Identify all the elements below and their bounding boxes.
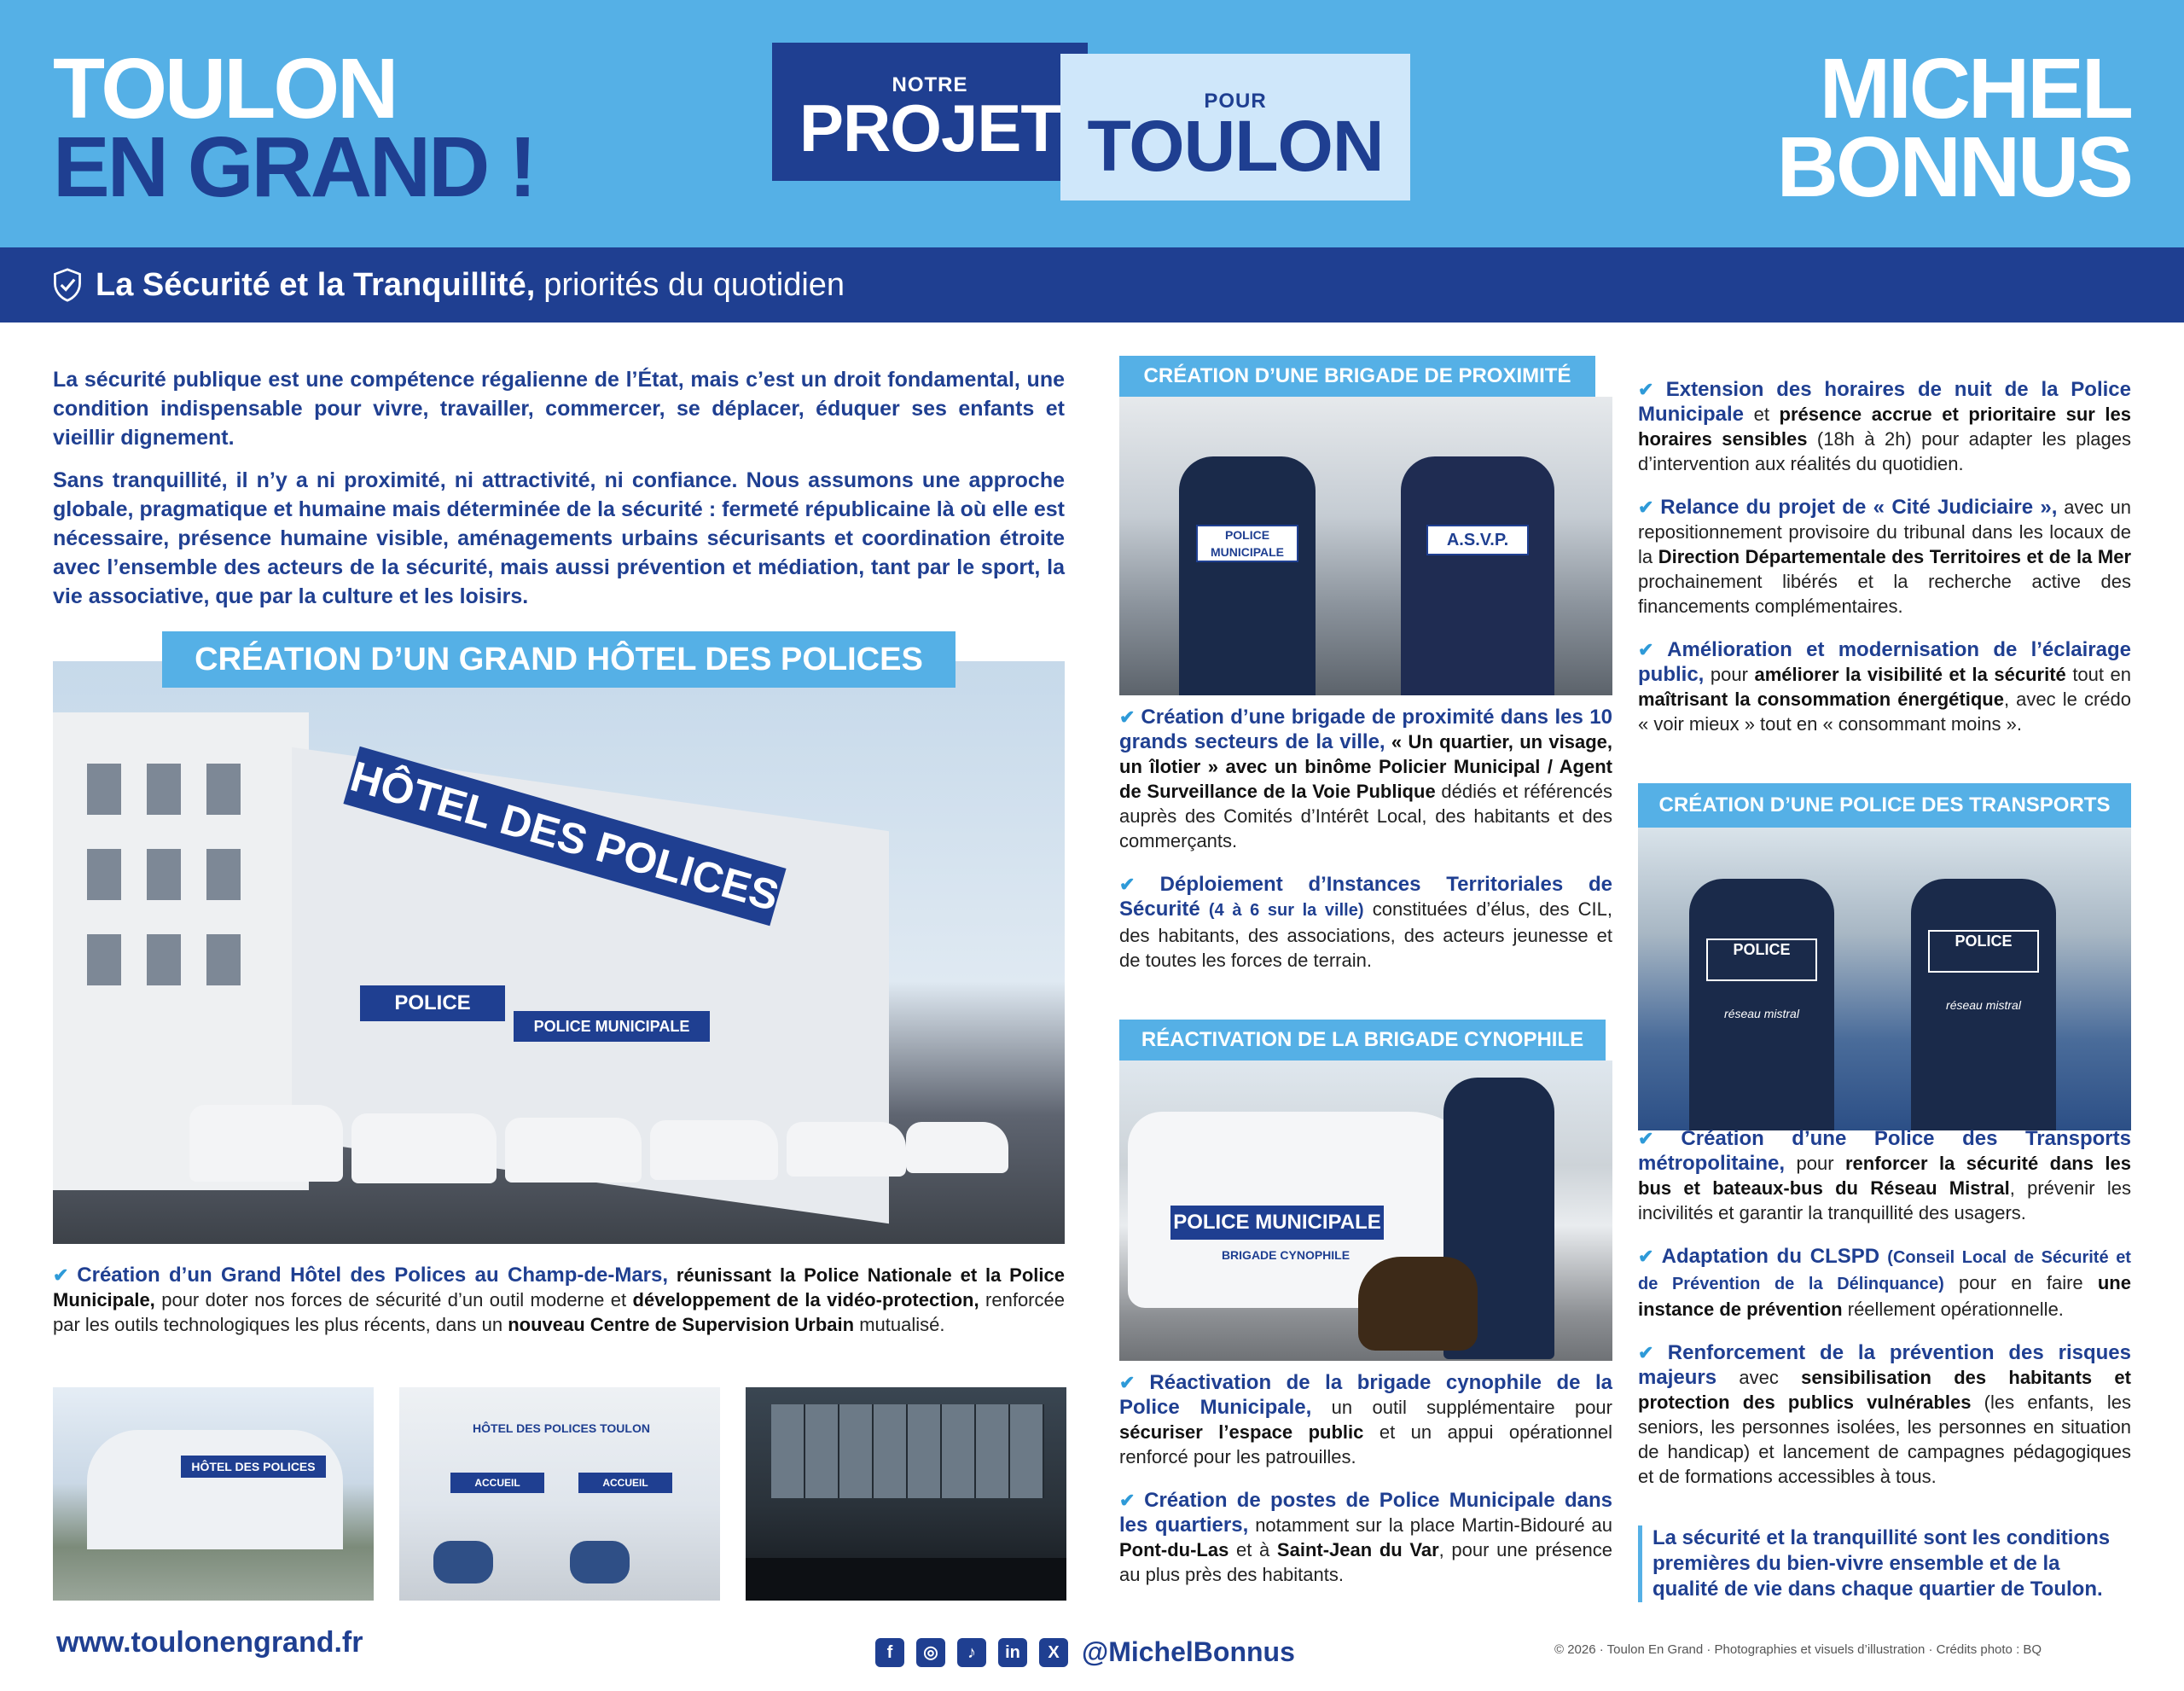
brigade-section-title: CRÉATION D’UNE BRIGADE DE PROXIMITÉ — [1119, 356, 1595, 397]
hotel-item-text-2: pour doter nos forces de sécurité d’un outil moderne et — [161, 1289, 627, 1310]
hotel-exterior-thumb — [53, 1387, 374, 1601]
brand-logo-right — [1776, 41, 2131, 215]
car-police-label: POLICE MUNICIPALE — [1170, 1206, 1384, 1240]
transport-label-police-1: POLICE — [1733, 941, 1791, 958]
hotel-item-bold-5: nouveau Centre de Supervision Urbain — [508, 1314, 855, 1335]
postes-bold-2: Saint-Jean du Var — [1276, 1539, 1439, 1560]
brand-logo-left — [53, 41, 535, 215]
mistral-label-2: réseau mistral — [1946, 998, 2021, 1012]
hotel-section-title: CRÉATION D’UN GRAND HÔTEL DES POLICES — [162, 631, 956, 688]
risques-text-1: avec — [1739, 1367, 1779, 1388]
intro-text — [53, 365, 1065, 625]
check-icon: ✔ — [1638, 497, 1654, 518]
brigade-cynophile-photo — [1119, 1061, 1612, 1361]
eclairage-bold-2: maîtrisant la consommation énergétique — [1638, 689, 2004, 710]
cynophile-bold-1: sécuriser l’espace public — [1119, 1421, 1364, 1443]
check-icon: ✔ — [1119, 706, 1136, 728]
social-links — [875, 1636, 1295, 1668]
police-transports-photo — [1638, 828, 2131, 1130]
intro-paragraph-2: Sans tranquillité, il n’y a ni proximité, ni attractivité, ni confiance. Nous assumons une approche globale, pragmatique et humaine mais déterminée de la sécurité : fermeté républicaine là où elle est nécessaire, présence humaine visible, aménagements urbains sécurisants et coordination étroite avec l’ensemble des acteurs de la sécurité, mais aussi prévention et médiation, tant par le sport, la vie associative, que par la culture et les loisirs. — [53, 468, 1065, 608]
brand-left-line1: TOULON — [53, 41, 397, 137]
tiktok-icon[interactable]: ♪ — [957, 1638, 986, 1667]
brigade-text-2: dédiés et référencés auprès des Comités d’Intérêt Local, des habitants et des commerçants. — [1119, 781, 1612, 851]
nuit-heading: Extension des horaires de nuit de la Police Municipale — [1638, 378, 2131, 426]
eclairage-text-2: tout en — [2072, 664, 2131, 685]
linkedin-icon[interactable]: in — [998, 1638, 1027, 1667]
transport-text-1: pour — [1796, 1153, 1834, 1174]
eclairage-bold-1: améliorer la visibilité et la sécurité — [1754, 664, 2066, 685]
social-handle[interactable]: @MichelBonnus — [1082, 1636, 1295, 1667]
check-icon: ✔ — [1638, 1128, 1654, 1149]
postes-text-3: , pour une présence au plus près des habitants. — [1119, 1539, 1612, 1585]
clspd-text-1: pour en faire — [1959, 1272, 2083, 1293]
check-icon: ✔ — [1119, 874, 1136, 895]
clspd-heading: Adaptation du CLSPD — [1661, 1245, 1880, 1268]
check-icon: ✔ — [1638, 1342, 1654, 1363]
its-paren: (4 à 6 sur la ville) — [1208, 901, 1364, 920]
website-link[interactable]: www.toulonengrand.fr — [56, 1626, 363, 1659]
hotel-item — [53, 1263, 1065, 1356]
check-icon: ✔ — [1119, 1490, 1136, 1511]
police-municipale-label: POLICE MUNICIPALE — [1196, 525, 1298, 562]
postes-text-2: et à — [1236, 1539, 1270, 1560]
instagram-icon[interactable]: ◎ — [916, 1638, 945, 1667]
shield-check-icon — [51, 268, 84, 302]
clspd-text-2: réellement opérationnelle. — [1847, 1299, 2064, 1320]
cite-text-2: prochainement libérés et la recherche active des financements complémentaires. — [1638, 571, 2131, 617]
transport-heading: Création d’une Police des Transports métropolitaine, — [1638, 1127, 2131, 1175]
its-text: constituées d’élus, des CIL, des habitants, des associations, des acteurs jeunesse et de toutes les forces de terrain. — [1119, 898, 1612, 971]
clspd-paren: (Conseil Local de Sécurité et de Prévention de la Délinquance) — [1638, 1248, 2131, 1293]
pour-box — [1060, 54, 1410, 200]
hotel-item-bold-3: développement de la vidéo-protection, — [632, 1289, 979, 1310]
its-heading: Déploiement d’Instances Territoriales de Sécurité — [1119, 873, 1612, 921]
projet-big: PROJET — [799, 90, 1061, 166]
hotel-item-text-6: mutualisé. — [859, 1314, 945, 1335]
projet-box — [772, 43, 1088, 181]
transport-text-2: , prévenir les incivilités et garantir la tranquillité des usagers. — [1638, 1177, 2131, 1223]
hotel-item-bold-1: réunissant la Police Nationale et la Police Municipale, — [53, 1264, 1065, 1310]
check-icon: ✔ — [1638, 639, 1654, 660]
conclusion: La sécurité et la tranquillité sont les conditions premières du bien-vivre ensemble et de la qualité de vie dans chaque quartier de Toulon. — [1638, 1525, 2131, 1602]
postes-heading: Création de postes de Police Municipale dans les quartiers, — [1119, 1489, 1612, 1537]
header — [0, 0, 2184, 247]
pour-small: POUR — [1204, 90, 1267, 113]
brigade-text-1: avec un binôme — [1225, 756, 1372, 777]
supervision-center-thumb — [746, 1387, 1066, 1601]
cynophile-items — [1119, 1370, 1612, 1606]
section-band — [0, 247, 2184, 323]
asvp-label: A.S.V.P. — [1426, 525, 1529, 555]
projet-small: NOTRE — [892, 73, 968, 96]
band-title-light: priorités du quotidien — [543, 266, 845, 303]
thumb-accueil-1: ACCUEIL — [450, 1473, 544, 1493]
clspd-bold: une instance de prévention — [1638, 1272, 2131, 1320]
band-title-strong: La Sécurité et la Tranquillité, — [96, 266, 536, 303]
hotel-sign: HÔTEL DES POLICES — [343, 747, 786, 927]
hotel-item-heading: Création d’un Grand Hôtel des Polices au Champ-de-Mars, — [77, 1264, 669, 1287]
pour-big: TOULON — [1087, 106, 1384, 186]
brand-right-line2: BONNUS — [1776, 119, 2131, 215]
copyright: © 2026 · Toulon En Grand · Photographies et visuels d’illustration · Crédits photo : BQ — [1554, 1642, 2042, 1657]
hotel-des-polices-photo — [53, 661, 1065, 1244]
transport-label-2 — [1928, 930, 2039, 973]
thumb-accueil-2: ACCUEIL — [578, 1473, 672, 1493]
postes-text-1: notamment sur la place Martin-Bidouré au — [1255, 1514, 1612, 1536]
check-icon: ✔ — [1638, 1246, 1654, 1267]
thumb-lobby-sign: HÔTEL DES POLICES TOULON — [473, 1421, 650, 1435]
brand-right-line1: MICHEL — [1819, 41, 2131, 137]
check-icon: ✔ — [1119, 1372, 1136, 1393]
x-icon[interactable]: X — [1039, 1638, 1068, 1667]
hotel-item-text-4: renforcée par les outils technologiques les plus récents, dans un — [53, 1289, 1065, 1335]
transport-section-title: CRÉATION D’UNE POLICE DES TRANSPORTS — [1638, 783, 2131, 828]
brand-left-line2: EN GRAND ! — [53, 119, 535, 215]
mistral-label-1: réseau mistral — [1724, 1007, 1799, 1020]
nuit-bold: présence accrue et prioritaire sur les horaires sensibles — [1638, 404, 2131, 450]
transport-label-police-2: POLICE — [1955, 933, 2013, 950]
eclairage-text-3: , avec le crédo « voir mieux » tout en « consommant moins ». — [1638, 689, 2131, 735]
cite-bold: Direction Départementale des Territoires et de la Mer — [1658, 546, 2131, 567]
risques-heading: Renforcement de la prévention des risques majeurs — [1638, 1341, 2132, 1389]
postes-bold-1: Pont-du-Las — [1119, 1539, 1229, 1560]
transport-bold: renforcer la sécurité dans les bus et bateaux-bus du Réseau Mistral — [1638, 1153, 2131, 1199]
brigade-heading: Création d’une brigade de proximité dans les 10 grands secteurs de la ville, — [1119, 706, 1612, 753]
cite-text-1: avec un repositionnement provisoire du tribunal dans les locaux de la — [1638, 497, 2131, 567]
transport-label-1 — [1706, 938, 1817, 981]
cynophile-text-2: et un appui opérationnel renforcé pour les patrouilles. — [1119, 1421, 1612, 1467]
police-sign: POLICE — [360, 985, 505, 1021]
risques-text-2: (les enfants, les seniors, les personnes isolées, les personnes en situation de handicap) et lancement de campagnes pédagogiques et de formations accessibles à tous. — [1638, 1392, 2131, 1487]
cite-heading: Relance du projet de « Cité Judiciaire », — [1660, 496, 2058, 519]
cynophile-section-title: RÉACTIVATION DE LA BRIGADE CYNOPHILE — [1119, 1020, 1606, 1061]
brigade-bold-1: Policier Municipal / Agent de Surveillance de la Voie Publique — [1119, 756, 1612, 802]
right-items-top — [1638, 377, 2131, 755]
facebook-icon[interactable]: f — [875, 1638, 904, 1667]
brigade-items — [1119, 705, 1612, 991]
cynophile-heading: Réactivation de la brigade cynophile de la Police Municipale, — [1119, 1371, 1612, 1419]
check-icon: ✔ — [53, 1264, 69, 1286]
car-sub-label: BRIGADE CYNOPHILE — [1221, 1248, 1350, 1262]
eclairage-text-1: pour — [1710, 664, 1748, 685]
intro-paragraph-1: La sécurité publique est une compétence régalienne de l’État, mais c’est un droit fondamental, une condition indispensable pour vivre, travailler, commercer, se déplacer, éduquer ses enfants et vieillir dignement. — [53, 368, 1065, 450]
thumb-hotel-sign: HÔTEL DES POLICES — [181, 1456, 326, 1478]
cynophile-text-1: un outil supplémentaire pour — [1331, 1397, 1612, 1418]
nuit-text-1: et — [1753, 404, 1769, 425]
risques-bold-1: sensibilisation des habitants et protection des publics vulnérables — [1638, 1367, 2131, 1413]
police-municipale-sign: POLICE MUNICIPALE — [514, 1011, 710, 1042]
nuit-text-2: (18h à 2h) pour adapter les plages d’intervention aux réalités du quotidien. — [1638, 428, 2131, 474]
check-icon: ✔ — [1638, 379, 1654, 400]
brigade-proximite-photo — [1119, 397, 1612, 695]
eclairage-heading: Amélioration et modernisation de l’éclairage public, — [1638, 638, 2131, 686]
right-items-bottom — [1638, 1126, 2131, 1508]
hotel-lobby-thumb — [399, 1387, 720, 1601]
brigade-quote: « Un quartier, un visage, un îlotier » — [1119, 731, 1612, 777]
